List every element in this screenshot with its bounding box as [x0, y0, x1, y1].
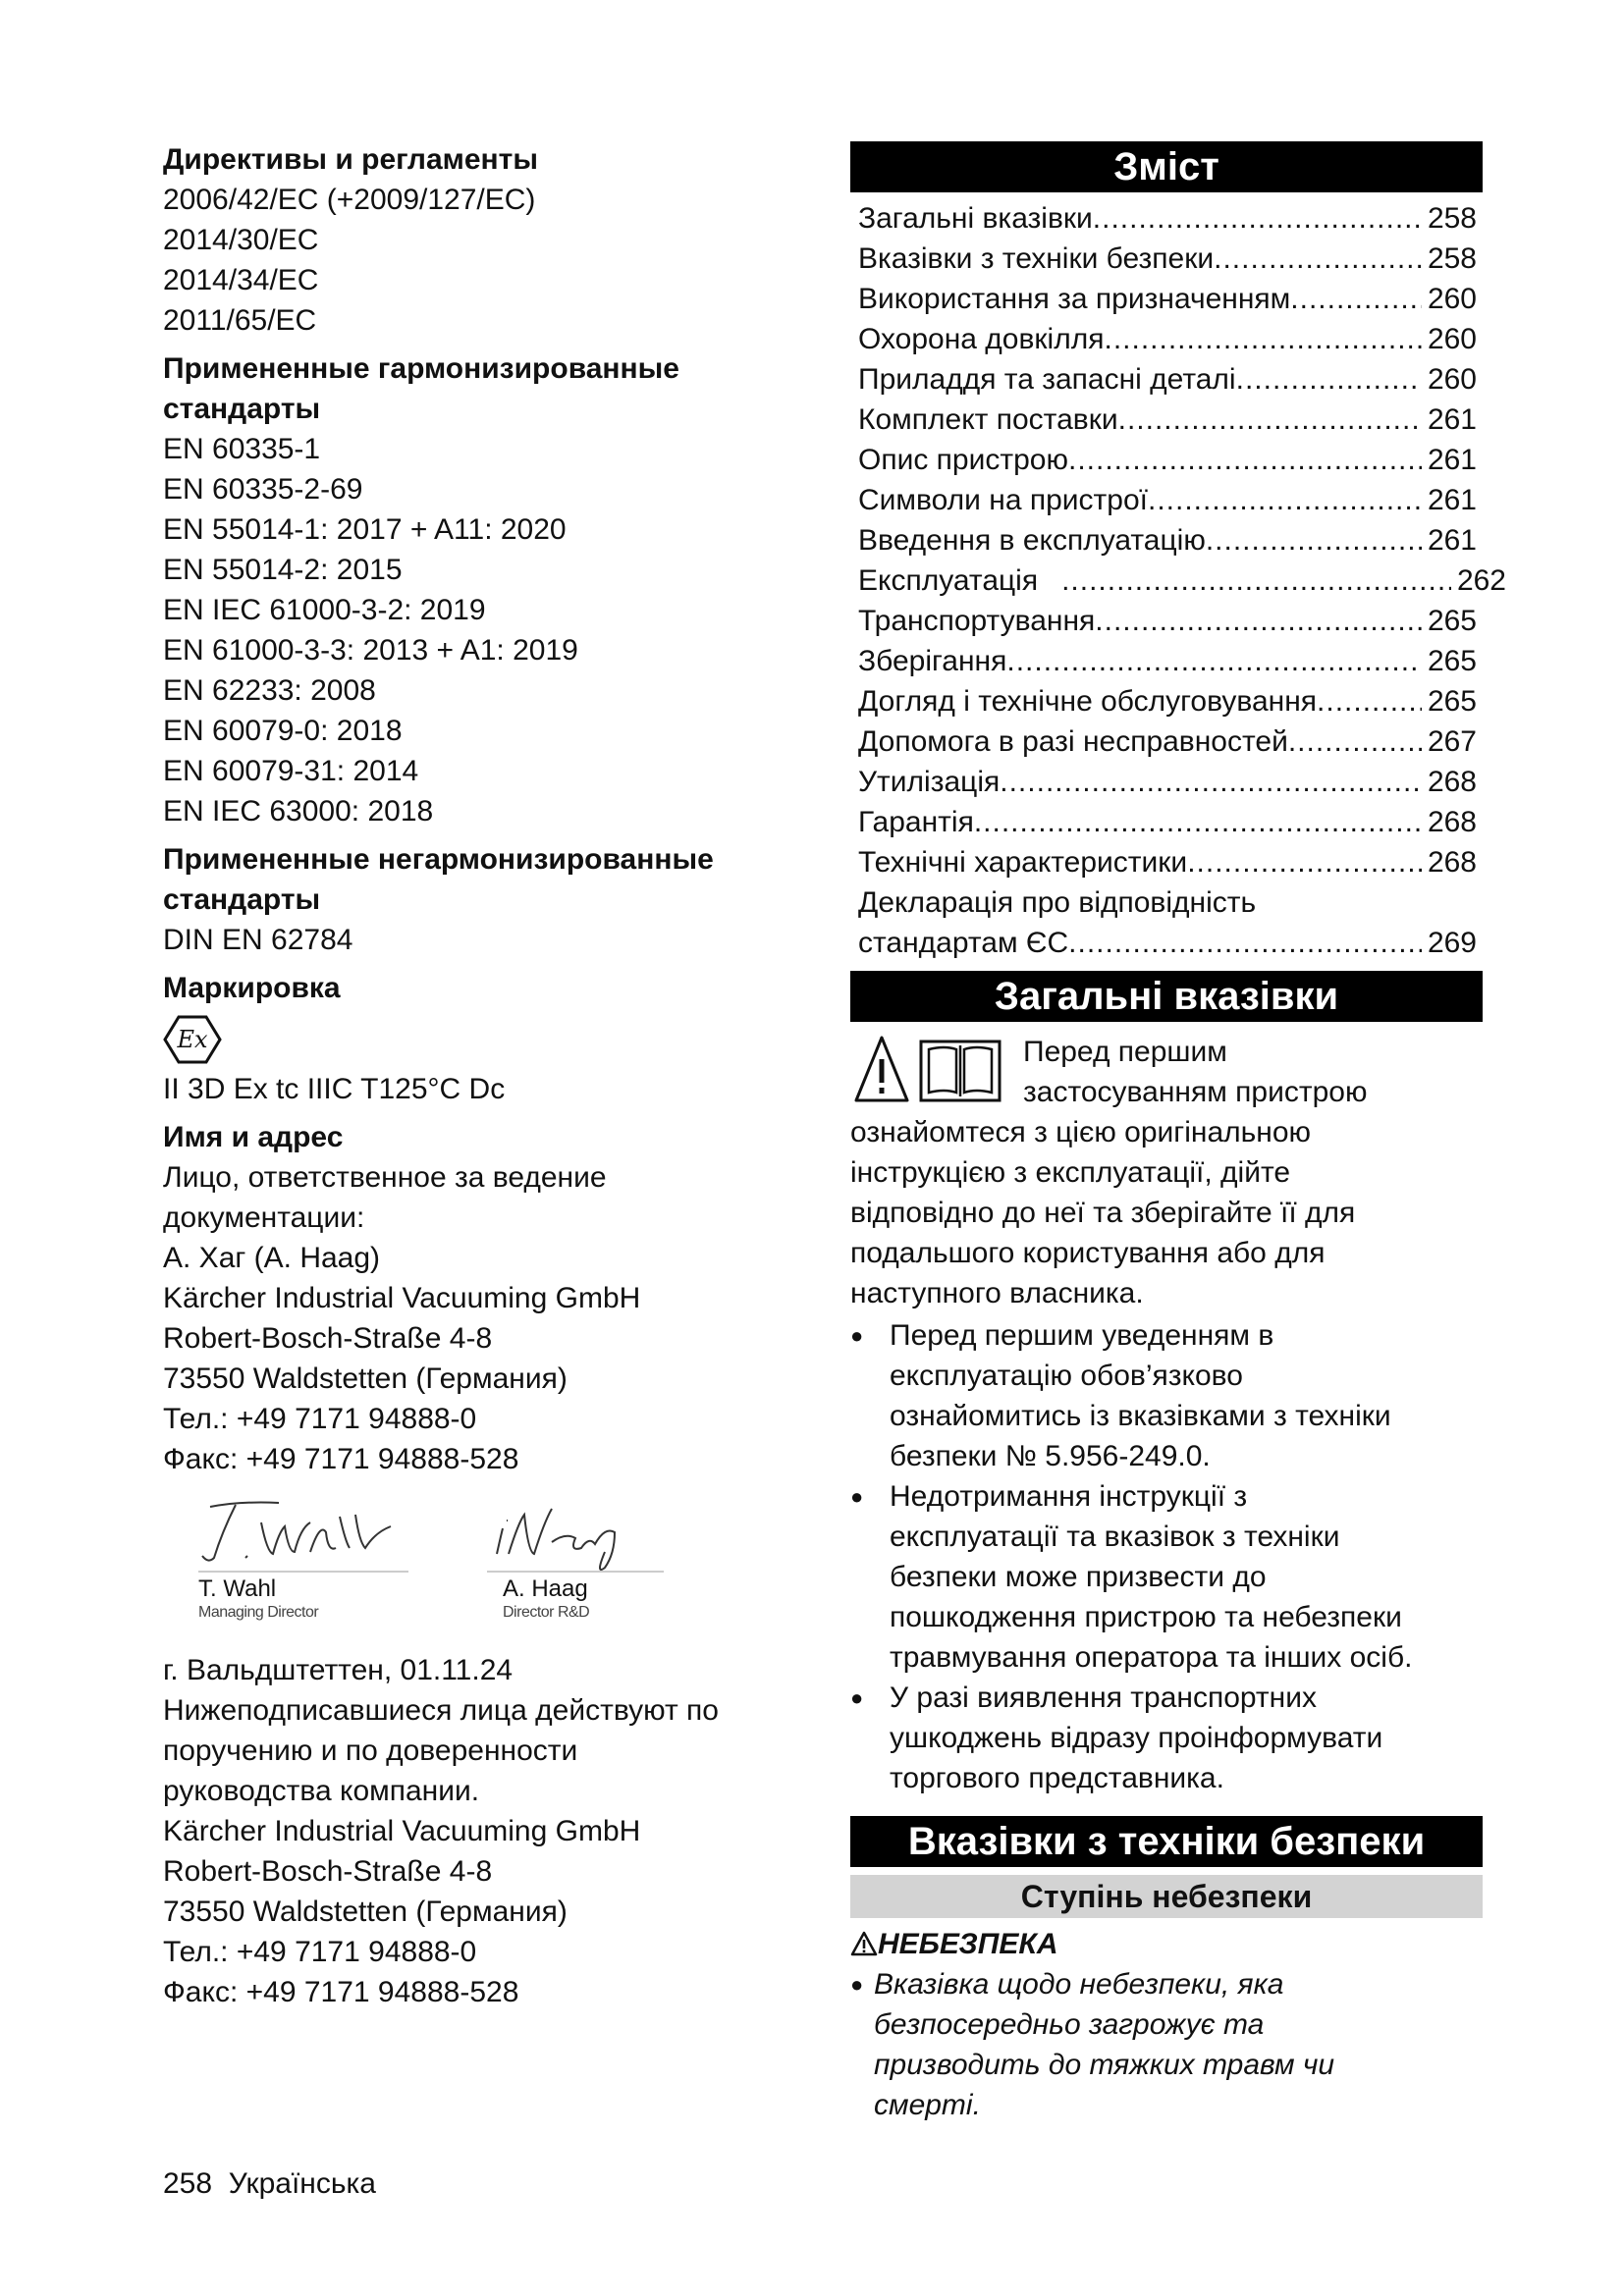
toc-leader: [1187, 842, 1422, 882]
list-item-line: ● Перед першим уведенням в: [890, 1319, 1274, 1352]
harmonized-heading-line: Примененные гармонизированные: [163, 352, 679, 385]
toc-page: 265: [1427, 685, 1477, 718]
danger-description: [850, 1964, 1483, 2125]
danger-line: ● Вказівка щодо небезпеки, яка: [874, 1968, 1284, 2001]
signer-role: Managing Director: [198, 1604, 319, 1621]
nonharmonized-heading-line: стандарты: [163, 883, 321, 916]
toc-page: 260: [1427, 323, 1477, 355]
toc-entry[interactable]: [858, 842, 1483, 882]
standard-line: EN 60079-31: 2014: [163, 755, 419, 787]
intro-line: інструкцією з експлуатації, дійте: [850, 1156, 1291, 1189]
intro-line: застосуванням пристрою: [1023, 1076, 1368, 1108]
directive-line: 2006/42/EC (+2009/127/EC): [163, 184, 536, 216]
danger-line: безпосередньо загрожує та: [874, 2008, 1265, 2041]
marking-text: II 3D Ex tc IIIC T125°C Dc: [163, 1073, 506, 1105]
toc-entry[interactable]: [858, 198, 1483, 239]
toc-leader: [1000, 762, 1422, 802]
list-item: [850, 1315, 1483, 1476]
toc-page: 261: [1427, 403, 1477, 436]
directive-line: 2014/30/EC: [163, 224, 319, 256]
toc-page: 267: [1427, 725, 1477, 758]
toc-entry[interactable]: [858, 641, 1483, 681]
address-heading: Имя и адрес: [163, 1121, 344, 1153]
safety-section-title: Вказівки з техніки безпеки: [850, 1816, 1483, 1867]
handwritten-signature-icon: [467, 1493, 713, 1575]
toc-entry[interactable]: [858, 400, 1483, 440]
intro-line: наступного власника.: [850, 1277, 1144, 1309]
list-item-line: пошкодження пристрою та небезпеки: [890, 1601, 1402, 1633]
toc-page: 258: [1427, 202, 1477, 235]
toc-page: 258: [1427, 242, 1477, 275]
toc-leader: [1288, 721, 1422, 762]
toc-entry-line1[interactable]: Декларація про відповідність: [858, 886, 1257, 919]
closing-line: Robert-Bosch-Straße 4-8: [163, 1855, 493, 1888]
closing-line: Kärcher Industrial Vacuuming GmbH: [163, 1815, 641, 1847]
list-item-line: експлуатації та вказівок з техніки: [890, 1521, 1340, 1553]
nonharmonized-heading: [163, 839, 791, 920]
address-line: 73550 Waldstetten (Германия): [163, 1362, 568, 1395]
standard-line: EN 55014-1: 2017 + A11: 2020: [163, 513, 567, 546]
toc-title: Транспортування: [858, 605, 1096, 637]
list-item: [850, 1476, 1483, 1678]
standard-line: EN 61000-3-3: 2013 + A1: 2019: [163, 634, 578, 667]
toc-title: Комплект поставки: [858, 403, 1118, 436]
toc-title: Утилізація: [858, 766, 1001, 798]
address-line: Robert-Bosch-Straße 4-8: [163, 1322, 493, 1355]
address-line: Факс: +49 7171 94888-528: [163, 1443, 519, 1475]
intro-line: Перед першим: [1023, 1036, 1227, 1068]
danger-line: смерті.: [874, 2089, 981, 2121]
toc-entry[interactable]: [858, 721, 1483, 762]
warning-triangle-icon: [850, 1931, 878, 1956]
toc-leader: [1104, 319, 1421, 359]
toc-leader: [974, 802, 1422, 842]
toc-entry[interactable]: [858, 440, 1483, 480]
language-label: Українська: [228, 2167, 376, 2200]
toc-title: Символи на пристрої: [858, 484, 1148, 516]
toc-title: Експлуатація: [858, 564, 1039, 597]
toc-entry[interactable]: [858, 480, 1483, 520]
left-column: [163, 139, 791, 2012]
toc-entry[interactable]: [858, 239, 1483, 279]
toc-entry[interactable]: [858, 923, 1483, 963]
toc-title: Використання за призначенням: [858, 283, 1291, 315]
page-footer: [163, 2167, 376, 2201]
toc-entry[interactable]: [858, 561, 1506, 601]
toc-page: 269: [1427, 927, 1477, 959]
address-line: документации:: [163, 1201, 365, 1234]
list-item-line: експлуатацію обов’язково: [890, 1360, 1243, 1392]
closing-line: Факс: +49 7171 94888-528: [163, 1976, 519, 2008]
standard-line: EN 60335-2-69: [163, 473, 363, 506]
list-item-line: безпеки може призвести до: [890, 1561, 1267, 1593]
table-of-contents: [858, 198, 1506, 963]
toc-title: Загальні вказівки: [858, 202, 1093, 235]
list-item-line: торгового представника.: [890, 1762, 1224, 1794]
ex-symbol-text: Ex: [177, 1026, 208, 1053]
standard-line: EN IEC 63000: 2018: [163, 795, 434, 828]
toc-entry[interactable]: [858, 802, 1483, 842]
signer-name: A. Haag: [503, 1575, 588, 1602]
list-item-line: безпеки № 5.956-249.0.: [890, 1440, 1211, 1472]
general-intro: [850, 1032, 1483, 1313]
toc-title: Догляд і технічне обслуговування: [858, 685, 1318, 718]
toc-page: 265: [1427, 605, 1477, 637]
intro-line: ознайомтеся з цією оригінальною: [850, 1116, 1312, 1148]
toc-leader: [1317, 681, 1422, 721]
toc-leader: [1068, 923, 1422, 963]
ex-hexagon-icon: [163, 1014, 222, 1065]
toc-page: 265: [1427, 645, 1477, 677]
standard-line: EN IEC 61000-3-2: 2019: [163, 594, 486, 626]
toc-entry[interactable]: [858, 762, 1483, 802]
toc-entry[interactable]: [858, 520, 1483, 561]
standard-line: EN 60079-0: 2018: [163, 715, 403, 747]
intro-icons: [850, 1032, 1023, 1108]
signer-role: Director R&D: [503, 1604, 590, 1621]
toc-title: Охорона довкілля: [858, 323, 1105, 355]
toc-page: 268: [1427, 766, 1477, 798]
address-line: А. Хаг (A. Haag): [163, 1242, 381, 1274]
closing-line: г. Вальдштеттен, 01.11.24: [163, 1654, 514, 1686]
signature-block: [163, 1493, 791, 1650]
toc-title: стандартам ЄС: [858, 927, 1069, 959]
closing-line: 73550 Waldstetten (Германия): [163, 1896, 568, 1928]
address-line: Kärcher Industrial Vacuuming GmbH: [163, 1282, 641, 1314]
page-number: 258: [163, 2167, 213, 2200]
closing-line: Нижеподписавшиеся лица действуют по: [163, 1694, 719, 1727]
marking-heading: Маркировка: [163, 972, 341, 1004]
toc-leader: [1214, 239, 1422, 279]
toc-entry[interactable]: [858, 279, 1483, 319]
toc-leader: [1006, 641, 1422, 681]
danger-line: призводить до тяжких травм чи: [874, 2049, 1335, 2081]
intro-line: відповідно до неї та зберігайте її для: [850, 1197, 1356, 1229]
toc-title: Введення в експлуатацію: [858, 524, 1206, 557]
warning-triangle-icon: [850, 1032, 1023, 1108]
toc-leader: [1068, 440, 1422, 480]
toc-page: 261: [1427, 524, 1477, 557]
standard-line: EN 60335-1: [163, 433, 321, 465]
toc-title: Гарантія: [858, 806, 974, 838]
address-line: Лицо, ответственное за ведение: [163, 1161, 607, 1194]
list-item-line: ознайомитись із вказівками з техніки: [890, 1400, 1391, 1432]
list-item: [850, 1678, 1483, 1798]
toc-leader: [1118, 400, 1422, 440]
address-line: Тел.: +49 7171 94888-0: [163, 1403, 477, 1435]
directive-line: 2011/65/EC: [163, 304, 317, 337]
handwritten-signature-icon: [163, 1493, 428, 1575]
toc-page: 262: [1456, 564, 1506, 597]
toc-leader: [1236, 359, 1422, 400]
list-item-line: ● Недотримання інструкції з: [890, 1480, 1248, 1513]
danger-label: [850, 1924, 1483, 1964]
toc-entry[interactable]: [858, 681, 1483, 721]
general-section-title: Загальні вказівки: [850, 971, 1483, 1022]
toc-title: Допомога в разі несправностей: [858, 725, 1288, 758]
toc-title: Вказівки з техніки безпеки: [858, 242, 1215, 275]
toc-leader: [1095, 601, 1422, 641]
harmonized-heading-line: стандарты: [163, 393, 321, 425]
toc-title: Технічні характеристики: [858, 846, 1188, 879]
closing-line: Тел.: +49 7171 94888-0: [163, 1936, 477, 1968]
toc-page: 260: [1427, 363, 1477, 396]
toc-leader: [1206, 520, 1422, 561]
closing-line: руководства компании.: [163, 1775, 480, 1807]
toc-leader: [1290, 279, 1422, 319]
danger-label-text: НЕБЕЗПЕКА: [878, 1928, 1058, 1960]
standard-line: EN 62233: 2008: [163, 674, 376, 707]
manual-book-icon: [921, 1041, 1000, 1100]
general-notes-list: [850, 1315, 1483, 1798]
right-column: [850, 141, 1506, 2125]
list-item-line: травмування оператора та інших осіб.: [890, 1641, 1413, 1674]
standard-line: EN 55014-2: 2015: [163, 554, 403, 586]
toc-page: 268: [1427, 846, 1477, 879]
list-item-line: ушкоджень відразу проінформувати: [890, 1722, 1383, 1754]
toc-leader: [1061, 561, 1451, 601]
toc-entry[interactable]: [858, 601, 1483, 641]
signature-wahl: [163, 1493, 428, 1623]
standard-line: DIN EN 62784: [163, 924, 353, 956]
toc-title: Приладдя та запасні деталі: [858, 363, 1236, 396]
toc-leader: [1093, 198, 1422, 239]
toc-page: 268: [1427, 806, 1477, 838]
toc-page: 261: [1427, 444, 1477, 476]
danger-level-title: Ступінь небезпеки: [850, 1875, 1483, 1918]
toc-page: 260: [1427, 283, 1477, 315]
toc-entry[interactable]: [858, 319, 1483, 359]
contents-title: Зміст: [850, 141, 1483, 192]
directives-heading: Директивы и регламенты: [163, 143, 538, 176]
toc-title: Зберігання: [858, 645, 1007, 677]
signature-haag: [467, 1493, 732, 1623]
toc-page: 261: [1427, 484, 1477, 516]
toc-title: Опис пристрою: [858, 444, 1068, 476]
nonharmonized-heading-line: Примененные негармонизированные: [163, 843, 714, 876]
intro-line: подальшого користування або для: [850, 1237, 1326, 1269]
toc-leader: [1148, 480, 1422, 520]
list-item-line: ● У разі виявлення транспортних: [890, 1682, 1317, 1714]
signer-name: T. Wahl: [198, 1575, 277, 1602]
directive-line: 2014/34/EC: [163, 264, 319, 296]
toc-entry[interactable]: [858, 359, 1483, 400]
harmonized-heading: [163, 348, 791, 429]
closing-line: поручению и по доверенности: [163, 1735, 578, 1767]
